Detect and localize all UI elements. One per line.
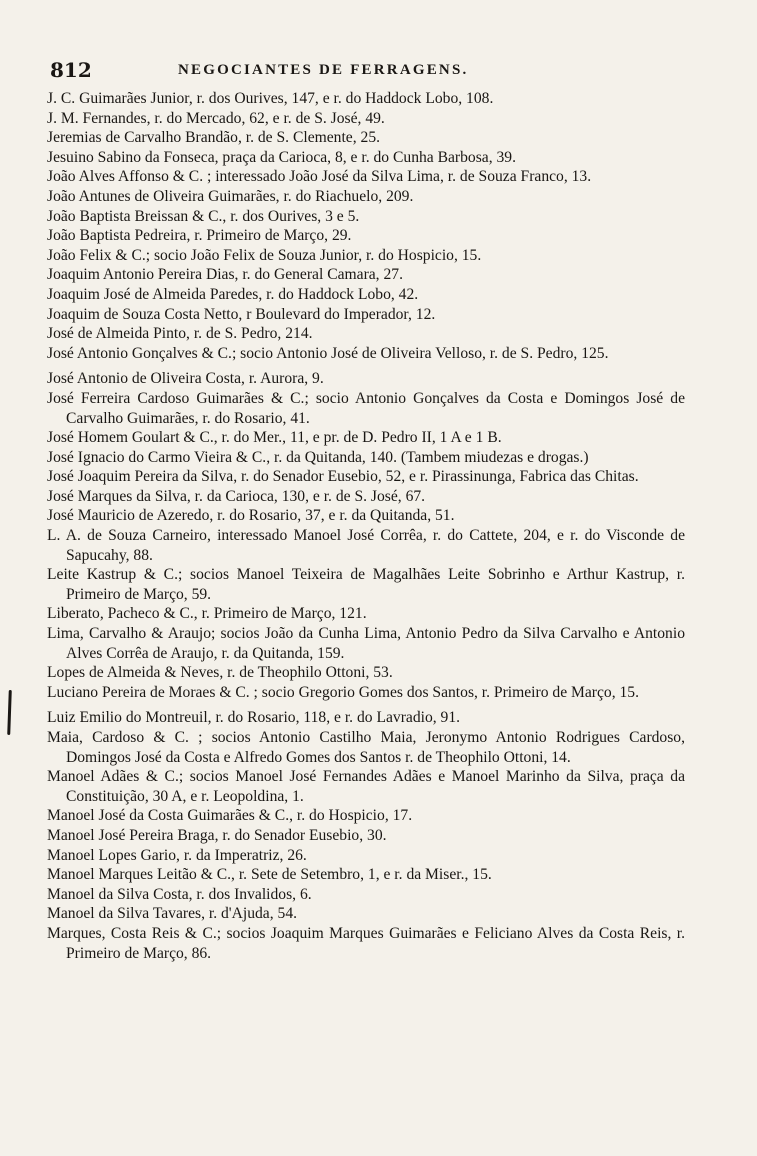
directory-entry: Joaquim Antonio Pereira Dias, r. do General Camara, 27. bbox=[47, 266, 403, 284]
directory-entry: José Antonio de Oliveira Costa, r. Aurora, 9. bbox=[47, 370, 324, 388]
directory-entry: J. C. Guimarães Junior, r. dos Ourives, 147, e r. do Haddock Lobo, 108. bbox=[47, 90, 494, 107]
directory-entry: João Baptista Breissan & C., r. dos Ourives, 3 e 5. bbox=[47, 207, 360, 225]
directory-entry: Jeremias de Carvalho Brandão, r. de S. Clemente, 25. bbox=[47, 129, 381, 147]
directory-entry: Maia, Cardoso & C. ; socios Antonio Castilho Maia, Jeronymo Antonio Rodrigues Cardoso, Domingos José da Costa e Alfredo Gomes dos Santos r. de Theophilo Ottoni, 14. bbox=[47, 729, 685, 766]
page-number: 812 bbox=[50, 58, 92, 82]
directory-entry: Luciano Pereira de Moraes & C. ; socio Gregorio Gomes dos Santos, r. Primeiro de Março, 15. bbox=[47, 683, 640, 701]
directory-entry: João Alves Affonso & C. ; interessado João José da Silva Lima, r. de Souza Franco, 13. bbox=[47, 168, 592, 186]
directory-entry: Joaquim José de Almeida Paredes, r. do Haddock Lobo, 42. bbox=[47, 285, 419, 303]
directory-entry: J. M. Fernandes, r. do Mercado, 62, e r. de S. José, 49. bbox=[47, 109, 385, 127]
directory-entry: José Marques da Silva, r. da Carioca, 130, e r. de S. José, 67. bbox=[47, 487, 426, 505]
margin-ink-mark bbox=[7, 690, 12, 735]
directory-entry: José de Almeida Pinto, r. de S. Pedro, 214. bbox=[47, 325, 313, 343]
directory-entry: Manoel José da Costa Guimarães & C., r. do Hospicio, 17. bbox=[47, 807, 413, 825]
directory-entry: Liberato, Pacheco & C., r. Primeiro de Março, 121. bbox=[47, 605, 367, 623]
directory-entry: Luiz Emilio do Montreuil, r. do Rosario, 118, e r. do Lavradio, 91. bbox=[47, 709, 461, 727]
directory-entry: Jesuino Sabino da Fonseca, praça da Carioca, 8, e r. do Cunha Barbosa, 39. bbox=[47, 148, 516, 166]
directory-entry: L. A. de Souza Carneiro, interessado Manoel José Corrêa, r. do Cattete, 204, e r. do Visconde de Sapucahy, 88. bbox=[47, 527, 685, 564]
directory-entry: Joaquim de Souza Costa Netto, r Boulevard do Imperador, 12. bbox=[47, 305, 436, 323]
directory-entry: Lopes de Almeida & Neves, r. de Theophilo Ottoni, 53. bbox=[47, 664, 393, 682]
directory-entry: Manoel José Pereira Braga, r. do Senador Eusebio, 30. bbox=[47, 826, 387, 844]
directory-entry: Lima, Carvalho & Araujo; socios João da Cunha Lima, Antonio Pedro da Silva Carvalho e Antonio Alves Corrêa de Araujo, r. da Quitanda, 159. bbox=[47, 625, 685, 662]
directory-entry: João Antunes de Oliveira Guimarães, r. do Riachuelo, 209. bbox=[47, 187, 414, 205]
directory-entry: José Ignacio do Carmo Vieira & C., r. da Quitanda, 140. (Tambem miudezas e drogas.) bbox=[47, 448, 589, 466]
directory-entry: João Felix & C.; socio João Felix de Souza Junior, r. do Hospicio, 15. bbox=[47, 246, 482, 264]
directory-entry: João Baptista Pedreira, r. Primeiro de Março, 29. bbox=[47, 227, 352, 245]
directory-entry: Manoel da Silva Costa, r. dos Invalidos, 6. bbox=[47, 885, 312, 903]
directory-entry: Manoel Lopes Gario, r. da Imperatriz, 26. bbox=[47, 846, 307, 864]
running-head: NEGOCIANTES DE FERRAGENS. bbox=[178, 62, 469, 78]
page-header bbox=[50, 58, 690, 84]
directory-entry: José Mauricio de Azeredo, r. do Rosario, 37, e r. da Quitanda, 51. bbox=[47, 507, 455, 525]
directory-entry: Manoel da Silva Tavares, r. d'Ajuda, 54. bbox=[47, 905, 298, 923]
directory-entry: José Homem Goulart & C., r. do Mer., 11, e pr. de D. Pedro II, 1 A e 1 B. bbox=[47, 429, 502, 447]
directory-entry: José Ferreira Cardoso Guimarães & C.; socio Antonio Gonçalves da Costa e Domingos José de Carvalho Guimarães, r. do Rosario, 41. bbox=[47, 389, 685, 427]
directory-entry: José Joaquim Pereira da Silva, r. do Senador Eusebio, 52, e r. Pirassinunga, Fabrica das Chitas. bbox=[47, 468, 639, 486]
directory-entry: Marques, Costa Reis & C.; socios Joaquim Marques Guimarães e Feliciano Alves da Costa Reis, r. Primeiro de Março, 86. bbox=[47, 924, 685, 962]
merchant-directory-list bbox=[47, 89, 685, 963]
directory-entry: Leite Kastrup & C.; socios Manoel Teixeira de Magalhães Leite Sobrinho e Arthur Kastrup, r. Primeiro de Março, 59. bbox=[47, 566, 685, 603]
directory-entry: Manoel Adães & C.; socios Manoel José Fernandes Adães e Manoel Marinho da Silva, praça da Constituição, 30 A, e r. Leopoldina, 1. bbox=[47, 768, 685, 805]
directory-entry: José Antonio Gonçalves & C.; socio Antonio José de Oliveira Velloso, r. de S. Pedro, 125. bbox=[47, 344, 609, 362]
directory-entry: Manoel Marques Leitão & C., r. Sete de Setembro, 1, e r. da Miser., 15. bbox=[47, 866, 492, 884]
